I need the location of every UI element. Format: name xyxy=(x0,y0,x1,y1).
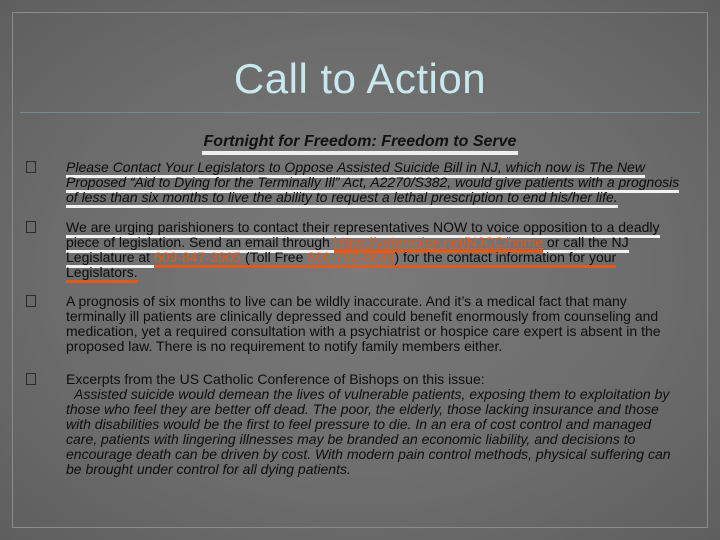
bullet-item xyxy=(26,220,686,280)
bullet-text-mid2: (Toll Free xyxy=(241,249,307,268)
bullet-list xyxy=(26,160,686,491)
bishops-quote: Assisted suicide would demean the lives of vulnerable patients, exposing them to exploitation by those who feel they are better off dead. The poor, the elderly, those lacking insurance and those with disabilities would be the first to feel pressure to die. In an era of cost control and managed care, patients with lingering illnesses may be branded an economic liability, and decisions to encourage death can be driven by cost. With modern pain control methods, physical suffering can be brought under control for all dying patients. xyxy=(66,386,671,477)
bullet-text: Please Contact Your Legislators to Oppose Assisted Suicide Bill in NJ, which now is The New Proposed “Aid to Dying for the Terminally Ill” Act, A2270/S382, would give patients with a prognosis of less than six months to live the ability to request a lethal prescription to end his/her life. xyxy=(66,159,679,208)
toll-free-phone: 800-792-8630 xyxy=(307,249,394,268)
bullet-text-after: ) for the contact information for your Legislators. xyxy=(66,249,616,283)
bullet-item xyxy=(26,372,686,477)
legislature-phone: 609-847-3905 xyxy=(154,249,241,268)
bullet-text-mid: or call the NJ Legislature at xyxy=(66,234,629,268)
bullet-marker-icon xyxy=(26,161,36,173)
slide-title: Call to Action xyxy=(233,55,487,102)
slide-subtitle xyxy=(0,133,720,151)
votervoice-link[interactable]: https://votervoice.net/NJCC/home xyxy=(334,234,543,253)
bullet-text: A prognosis of six months to live can be wildly inaccurate. And it’s a medical fact that many terminally ill patients are clinically depressed and could benefit enormously from counseling and medication, yet a required consultation with a psychiatrist or hospice care expert is absent in the proposed law. There is no requirement to notify family members either. xyxy=(66,293,661,354)
bullet-text-before-link: We are urging parishioners to contact their representatives NOW to voice opposition to a deadly piece of legislation. Send an email through xyxy=(66,219,660,253)
bullet-item xyxy=(26,160,686,205)
subtitle-text: Fortnight for Freedom: Freedom to Serve xyxy=(202,133,519,155)
bullet-intro: Excerpts from the US Catholic Conference of Bishops on this issue: xyxy=(66,371,485,387)
bullet-marker-icon xyxy=(26,373,36,385)
title-divider xyxy=(20,112,700,113)
bullet-marker-icon xyxy=(26,295,36,307)
bullet-item xyxy=(26,294,686,354)
bullet-marker-icon xyxy=(26,221,36,233)
